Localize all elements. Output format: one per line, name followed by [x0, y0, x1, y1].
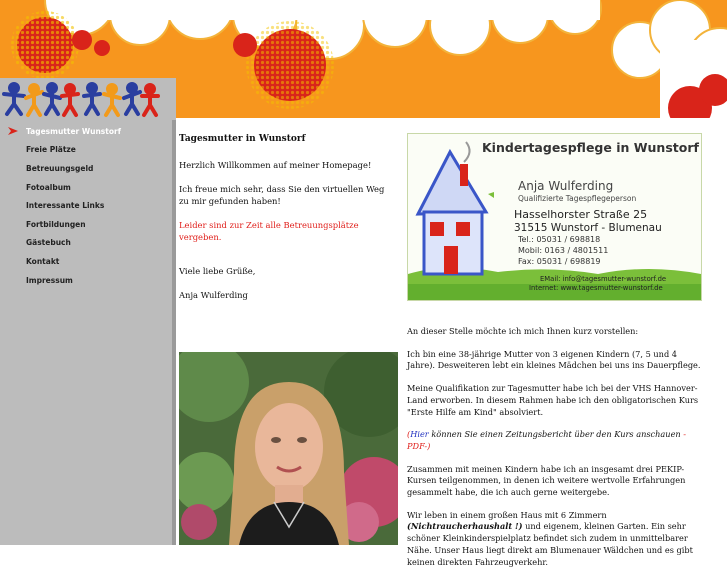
portrait-photo: [179, 352, 398, 545]
page-title: Tagesmutter in Wunstorf: [179, 134, 306, 144]
nav-item-label: Tagesmutter Wunstorf: [26, 126, 121, 136]
nav-item-freie-plaetze[interactable]: [0, 141, 172, 160]
sidebar-edge: [172, 78, 176, 545]
glad-text: Ich freue mich sehr, dass Sie den virtuellen Weg zu mir gefunden haben!: [179, 184, 385, 206]
house-text-rest: und eigenem, kleinen Garten. Ein sehr schöner Kleinkinderspielplatz befindet sich zudem in unmittelbarer Nähe. Unser Haus liegt direkt am Blumenauer Wäldchen und es gibt keinen direkten Fahrzeugverkehr.: [407, 521, 693, 567]
nav-item-impressum[interactable]: [0, 271, 172, 290]
nav-item-label: Gästebuch: [26, 238, 71, 248]
card-city: 31515 Wunstorf - Blumenau: [514, 222, 662, 234]
dancing-figures-icon: [0, 78, 176, 120]
availability-notice: Leider sind zur Zeit alle Betreuungsplätze vergeben.: [179, 220, 359, 242]
nav-item-label: Freie Plätze: [26, 145, 76, 155]
signature-text: Anja Wulferding: [179, 290, 248, 300]
nav-item-gaestebuch[interactable]: [0, 234, 172, 253]
card-tel: Tel.: 05031 / 698818: [518, 235, 601, 244]
nav-item-fortbildungen[interactable]: [0, 215, 172, 234]
card-subtitle: Qualifizierte Tagespflegeperson: [518, 194, 637, 203]
about-pekip: Zusammen mit meinen Kindern habe ich an insgesamt drei PEKIP-Kursen teilgenommen, in denen ich weitere wertvolle Erfahrungen gesammelt habe, die ich auch gerne weitergebe.: [407, 463, 686, 498]
nonsmoker-text: (Nichtraucherhaushalt !): [407, 521, 523, 532]
pdf-link[interactable]: -PDF-: [407, 429, 687, 451]
nav-item-label: Interessante Links: [26, 201, 105, 211]
nav-item-kontakt[interactable]: [0, 252, 172, 271]
nav-item-label: Fortbildungen: [26, 219, 86, 229]
nav-item-label: Kontakt: [26, 256, 60, 266]
card-internet: Internet: www.tagesmutter-wunstorf.de: [529, 284, 663, 292]
card-fax: Fax: 05031 / 698819: [518, 257, 601, 266]
about-text: [407, 326, 703, 579]
about-family: Ich bin eine 38-jährige Mutter von 3 eigenen Kindern (7, 5 und 4 Jahre). Desweiteren lebt ein kleines Mädchen bei uns ins Dauerpflege.: [407, 348, 701, 371]
nav-item-betreuungsgeld[interactable]: [0, 159, 172, 178]
intro-text: [179, 133, 391, 313]
about-article: [407, 429, 703, 452]
card-name: Anja Wulferding: [518, 179, 614, 193]
card-mobil: Mobil: 0163 / 4801511: [518, 246, 609, 255]
business-card: [407, 133, 702, 301]
chevron-right-icon: [0, 126, 26, 136]
article-paren-open: (: [407, 429, 411, 440]
about-house: [407, 510, 703, 569]
card-street: Hasselhorster Straße 25: [514, 208, 648, 221]
card-email: EMail: info@tagesmutter-wunstorf.de: [540, 275, 667, 283]
nav-item-fotoalbum[interactable]: [0, 178, 172, 197]
children-logo: [0, 78, 176, 120]
greeting-text: Viele liebe Grüße,: [179, 266, 256, 276]
welcome-text: Herzlich Willkommen auf meiner Homepage!: [179, 160, 372, 170]
article-text: können Sie einen Zeitungsbericht über den Kurs anschauen: [428, 429, 684, 440]
about-qualification: Meine Qualifikation zur Tagesmutter habe ich bei der VHS Hannover-Land erworben. In diesem Rahmen habe ich den obligatorischen Kurs "Erste Hilfe am Kind" absolviert.: [407, 383, 699, 417]
nav-item-label: Betreuungsgeld: [26, 163, 94, 173]
nav-item-label: Fotoalbum: [26, 182, 71, 192]
nav-item-interessante-links[interactable]: [0, 196, 172, 215]
house-text-start: Wir leben in einem großen Haus mit 6 Zimmern: [407, 509, 607, 520]
about-intro: An dieser Stelle möchte ich mich Ihnen kurz vorstellen:: [407, 326, 639, 336]
card-heading: Kindertagespflege in Wunstorf: [482, 140, 699, 155]
nav-item-label: Impressum: [26, 275, 73, 285]
article-link[interactable]: Hier: [410, 429, 429, 440]
nav-item-tagesmutter-wunstorf[interactable]: [0, 122, 172, 141]
article-paren-close: ): [427, 440, 431, 451]
portrait-image: [179, 352, 398, 545]
main-nav: [0, 122, 172, 289]
